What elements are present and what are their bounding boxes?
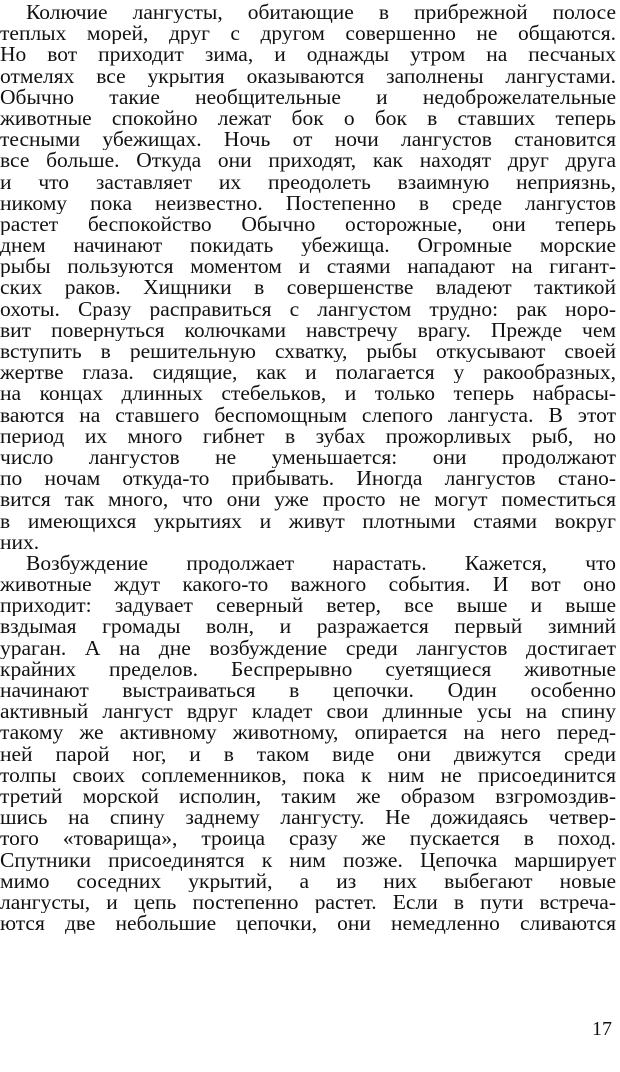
text-line: период их много гибнет в зубах прожорливых рыб, но [0, 425, 616, 447]
text-line: третий морской исполин, таким же образом взгромоздив- [0, 785, 616, 808]
text-line: тесными убежищах. Ночь от ночи лангустов становится [0, 129, 616, 151]
page-number: 17 [592, 1018, 612, 1040]
text-line: лангусты, и цепь постепенно растет. Если в пути встреча- [0, 891, 616, 914]
text-line: рыбы пользуются моментом и стаями нападают на гигант- [0, 256, 616, 278]
text-line: охоты. Сразу расправиться с лангустом трудно: рак норо- [0, 298, 616, 320]
text-line: ней парой ног, и в таком виде они движутся среди [0, 743, 616, 765]
text-line: никому пока неизвестно. Постепенно в среде лангустов [0, 192, 616, 214]
text-line: ураган. А на дне возбуждение среди лангустов достигает [0, 637, 616, 659]
text-line: жертве глаза. сидящие, как и полагается у ракообразных, [0, 362, 616, 384]
text-line: все больше. Откуда они приходят, как находят друг друга [0, 150, 616, 172]
text-line: Спутники присоединятся к ним позже. Цепочка марширует [0, 849, 616, 871]
text-line: животные ждут какого-то важного события. И вот оно [0, 574, 616, 596]
text-line: начинают выстраиваться в цепочки. Один особенно [0, 680, 616, 702]
text-line: Возбуждение продолжает нарастать. Кажется, что [26, 552, 616, 575]
text-line: растет беспокойство Обычно осторожные, они теперь [0, 213, 616, 236]
text-line: Колючие лангусты, обитающие в прибрежной полосе [26, 2, 616, 24]
body-text [0, 2, 616, 934]
text-line: Но вот приходит зима, и однажды утром на песчаных [0, 44, 616, 66]
text-line: толпы своих соплеменников, пока к ним не присоединится [0, 764, 616, 786]
text-line: на концах длинных стебельков, и только теперь набрасы- [0, 383, 616, 405]
text-line: них. [0, 531, 40, 553]
text-line: Обычно такие необщительные и недоброжелательные [0, 86, 616, 108]
text-line: приходит: задувает северный ветер, все выше и выше [0, 595, 616, 617]
text-line: ются две небольшие цепочки, они немедленно сливаются [0, 913, 616, 935]
text-line: мимо соседних укрытий, а из них выбегают новые [0, 870, 616, 892]
text-line: ских раков. Хищники в совершенстве владеют тактикой [0, 277, 616, 299]
text-line: вит повернуться колючками навстречу врагу. Прежде чем [0, 319, 616, 341]
text-line: того «товарища», троица сразу же пускается в поход. [0, 828, 616, 850]
text-line: шись на спину заднему лангусту. Не дожидаясь четвер- [0, 807, 616, 829]
text-line: вступить в решительную схватку, рыбы откусывают своей [0, 341, 616, 363]
text-line: вздымая громады волн, и разражается первый зимний [0, 616, 616, 638]
text-line: отмелях все укрытия оказываются заполнены лангустами. [0, 65, 616, 87]
text-line: ваются на ставшего беспомощным слепого лангуста. В этот [0, 404, 616, 426]
text-line: такому же активному животному, опирается на него перед- [0, 722, 616, 744]
text-line: теплых морей, друг с другом совершенно не общаются. [0, 23, 616, 45]
text-line: вится так много, что они уже просто не могут поместиться [0, 489, 616, 511]
text-line: число лангустов не уменьшается: они продолжают [0, 446, 616, 469]
text-line: крайних пределов. Беспрерывно суетящиеся животные [0, 658, 616, 680]
text-line: днем начинают покидать убежища. Огромные морские [0, 235, 616, 257]
text-line: и что заставляет их преодолеть взаимную неприязнь, [0, 171, 616, 193]
text-line: в имеющихся укрытиях и живут плотными стаями вокруг [0, 510, 616, 532]
text-line: по ночам откуда-то прибывать. Иногда лангустов стано- [0, 468, 616, 490]
text-line: животные спокойно лежат бок о бок в ставших теперь [0, 107, 616, 130]
text-line: активный лангуст вдруг кладет свои длинные усы на спину [0, 701, 616, 723]
